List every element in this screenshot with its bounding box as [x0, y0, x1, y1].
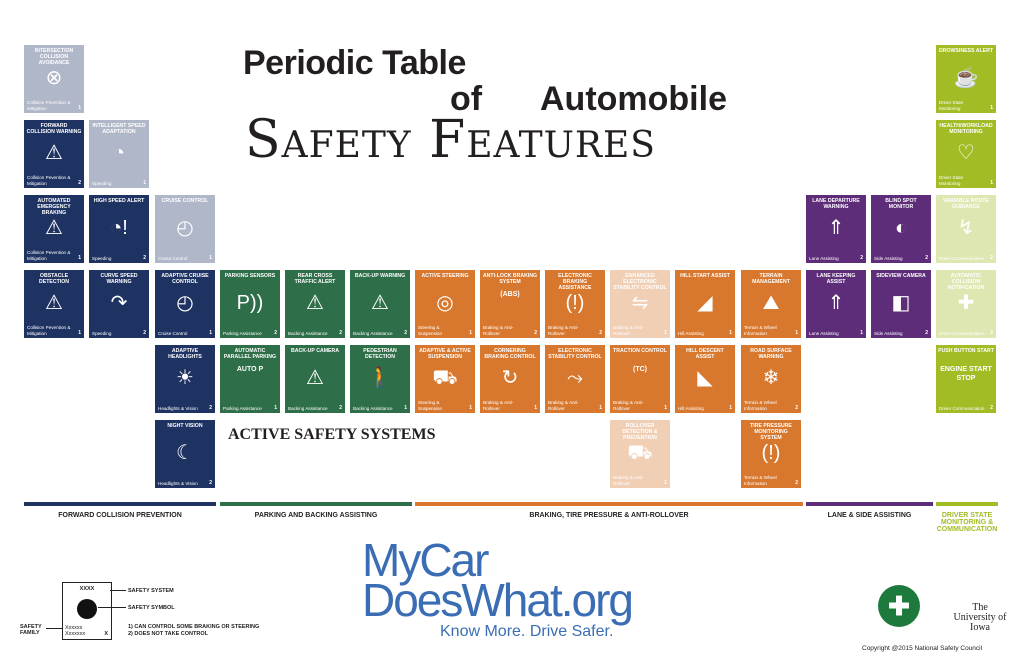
cross-traffic-icon: ⚠ [306, 292, 324, 314]
tile-title: ROAD SURFACE WARNING [750, 348, 792, 360]
tile-title: ACTIVE STEERING [421, 273, 469, 279]
category-label: DRIVER STATE MONITORING & COMMUNICATION [936, 512, 998, 533]
snowflake-icon: ❄ [762, 367, 780, 389]
emergency-brake-icon: ⚠ [45, 217, 63, 239]
tile-family: Backing Assistance [353, 330, 393, 336]
speedometer-icon: ◔ [112, 142, 126, 164]
tile-acc [155, 270, 215, 338]
tile-family: Headlights & Vision [158, 480, 198, 486]
parking-sensor-icon: P)) [236, 292, 264, 314]
tile-family: Backing Assistance [288, 330, 328, 336]
tile-number: 1 [599, 405, 602, 411]
terrain-icon: ⛰ [762, 292, 780, 314]
tile-number: 1 [664, 405, 667, 411]
tile-cbc [480, 345, 540, 413]
tile-number: 2 [925, 255, 928, 261]
category-label: FORWARD COLLISION PREVENTION [58, 512, 182, 519]
backup-camera-icon: ⚠ [306, 367, 324, 389]
tile-title: ADAPTIVE HEADLIGHTS [168, 348, 202, 360]
tile-number: 1 [274, 405, 277, 411]
tile-buc [285, 345, 345, 413]
tile-title: BLIND SPOT MONITOR [885, 198, 917, 210]
tile-family: Braking & Anti-Rollover [613, 325, 644, 336]
title-of: of [450, 80, 483, 118]
tile-title: BACK-UP WARNING [354, 273, 406, 279]
tile-number: 2 [143, 255, 146, 261]
tile-number: 2 [209, 405, 212, 411]
tile-number: 1 [209, 255, 212, 261]
headlights-icon: ☀ [176, 367, 194, 389]
forward-collision-icon: ⚠ [45, 142, 63, 164]
tile-number: 1 [209, 330, 212, 336]
steering-wheel-icon: ◎ [436, 292, 454, 314]
mycar-logo-line-1[interactable]: MyCar [362, 534, 488, 586]
tile-family: Hill Assisting [678, 330, 704, 336]
traction-icon: (TC) [633, 366, 647, 373]
tile-family: Driver Communication [939, 255, 985, 261]
auto-park-icon: AUTO P [236, 366, 264, 373]
tile-number: 1 [860, 330, 863, 336]
tile-svc [871, 270, 931, 338]
tile-cc [155, 195, 215, 263]
tile-tm [741, 270, 801, 338]
tile-title: SIDEVIEW CAMERA [876, 273, 926, 279]
stability-icon: ⇋ [631, 292, 649, 314]
tile-number: 1 [990, 105, 993, 111]
tile-number: 2 [599, 330, 602, 336]
title-line-1: Periodic Table [243, 44, 466, 82]
tile-esc [545, 345, 605, 413]
tile-lka [806, 270, 866, 338]
tile-family: Cruise Control [158, 330, 188, 336]
tile-family: Parking Assistance [223, 330, 262, 336]
tile-family: Collision Pevention & Mitigation [27, 250, 71, 261]
night-vision-icon: ☾ [176, 442, 194, 464]
tile-family: Driver Communication [939, 330, 985, 336]
tire-pressure-icon: (!) [761, 442, 781, 464]
tile-title: ELECTRONIC STABILITY CONTROL [548, 348, 602, 360]
tile-number: 1 [729, 330, 732, 336]
medical-cross-icon: ✚ [957, 292, 975, 314]
category-label: PARKING AND BACKING ASSISTING [254, 512, 378, 519]
tile-number: 2 [339, 405, 342, 411]
legend-line-family [46, 628, 62, 629]
tile-number: 1 [78, 255, 81, 261]
tile-title: LANE DEPARTURE WARNING [812, 198, 860, 210]
tile-number: 1 [990, 180, 993, 186]
tile-title: ENHANCED ELECTRONIC STABILITY CONTROL [613, 273, 667, 291]
tile-tc [610, 345, 670, 413]
tile-csw [89, 270, 149, 338]
tile-family: Lane Assisting [809, 330, 839, 336]
tile-acn [936, 270, 996, 338]
engine-start-icon: ENGINE START STOP [940, 366, 992, 382]
tile-family: Terrain & Wheel Information [744, 325, 777, 336]
tile-title: DROWSINESS ALERT [939, 48, 993, 54]
tile-family: Side Assisting [874, 330, 903, 336]
tile-title: BACK-UP CAMERA [290, 348, 340, 354]
tile-title: AUTOMATED EMERGENCY BRAKING [37, 198, 71, 216]
tile-pd [350, 345, 410, 413]
tile-number: 1 [404, 405, 407, 411]
tile-number: 2 [339, 330, 342, 336]
legend-code: XXXX [79, 586, 95, 592]
legend-symbol-icon [77, 599, 97, 619]
legend-safety-symbol: SAFETY SYMBOL [128, 605, 175, 611]
active-safety-label: ACTIVE SAFETY SYSTEMS [228, 426, 436, 443]
tile-title: CURVE SPEED WARNING [100, 273, 138, 285]
tile-vs [936, 195, 996, 263]
tile-family: Braking & Anti-Rollover [613, 400, 644, 411]
tile-family: Braking & Anti-Rollover [548, 400, 579, 411]
tile-hda [675, 345, 735, 413]
university-of-iowa-logo: The University of Iowa [953, 602, 1007, 633]
tile-title: ADAPTIVE & ACTIVE SUSPENSION [419, 348, 471, 360]
tile-app [220, 345, 280, 413]
tile-ldw [806, 195, 866, 263]
tile-title: NIGHT VISION [167, 423, 203, 429]
heart-monitor-icon: ♡ [957, 142, 975, 164]
tile-family: Speeding [92, 330, 112, 336]
tile-family: Braking & Anti-Rollover [613, 475, 644, 486]
tile-title: HILL DESCENT ASSIST [686, 348, 724, 360]
category-bar [220, 502, 412, 506]
tile-title: OBSTACLE DETECTION [39, 273, 69, 285]
tile-number: 2 [404, 330, 407, 336]
tile-title: PARKING SENSORS [224, 273, 276, 279]
tile-title: AUTOMATIC PARALLEL PARKING [223, 348, 277, 360]
tile-isa [89, 120, 149, 188]
tile-da [936, 45, 996, 113]
tile-family: Driver Communication [939, 405, 985, 411]
tile-ps [220, 270, 280, 338]
tile-rdp [610, 420, 670, 488]
tile-title: ROLLOVER DETECTION & PREVENTION [622, 423, 658, 441]
tile-number: 2 [925, 330, 928, 336]
category-bar [806, 502, 933, 506]
tile-family: Collision Pevention & Mitigation [27, 175, 71, 186]
hill-start-icon: ◢ [697, 292, 713, 314]
tile-family: Cruise Control [158, 255, 188, 261]
copyright-text: Copyright @2015 National Safety Council [862, 645, 983, 652]
tile-title: FORWARD COLLISION WARNING [26, 123, 82, 135]
tile-tpms [741, 420, 801, 488]
tile-title: CORNERING BRAKING CONTROL [484, 348, 536, 360]
tile-number: 1 [469, 330, 472, 336]
tile-rcta [285, 270, 345, 338]
tile-title: PEDESTRIAN DETECTION [363, 348, 397, 360]
legend-key-box [62, 582, 112, 640]
category-bar [24, 502, 216, 506]
tile-family: Hill Assisting [678, 405, 704, 411]
coffee-cup-icon: ☕ [953, 67, 979, 89]
tile-number: 1 [664, 330, 667, 336]
tile-family: Steering & Suspension [418, 325, 443, 336]
tile-family: Speeding [92, 180, 112, 186]
route-guidance-icon: ↯ [957, 217, 975, 239]
tile-title: LANE KEEPING ASSIST [816, 273, 856, 285]
tile-title: TIRE PRESSURE MONITORING SYSTEM [750, 423, 792, 441]
obstacle-icon: ⚠ [45, 292, 63, 314]
tile-aas [415, 345, 475, 413]
tile-family: Lane Assisting [809, 255, 839, 261]
tile-od [24, 270, 84, 338]
tile-buw [350, 270, 410, 338]
legend-line-system [110, 590, 126, 591]
tile-family: Speeding [92, 255, 112, 261]
tile-family: Steering & Suspension [418, 400, 443, 411]
tile-ah [155, 345, 215, 413]
title-line-3: Safety Features [245, 110, 656, 170]
abs-icon: (ABS) [500, 291, 520, 298]
category-bar [936, 502, 998, 506]
tile-hsa [89, 195, 149, 263]
intersection-car-icon: ⊗ [45, 67, 63, 89]
tile-abs [480, 270, 540, 338]
tile-as [415, 270, 475, 338]
speed-alert-icon: ◔! [110, 217, 128, 239]
tile-number: 2 [990, 330, 993, 336]
tile-number: 1 [469, 405, 472, 411]
tile-number: 1 [664, 480, 667, 486]
tile-ess [610, 270, 670, 338]
tile-title: ANTI-LOCK BRAKING SYSTEM [482, 273, 538, 285]
tile-title: INTERSECTION COLLISION AVOIDANCE [34, 48, 74, 66]
tile-eba [545, 270, 605, 338]
tile-title: TERRAIN MANAGEMENT [752, 273, 790, 285]
skid-icon: ⤳ [567, 367, 583, 389]
tile-family: Collision Pevention & Mitigation [27, 100, 71, 111]
tile-number: 2 [274, 330, 277, 336]
cornering-icon: ↻ [501, 367, 519, 389]
tile-fcw [24, 120, 84, 188]
tile-number: 2 [143, 330, 146, 336]
curve-speed-icon: ↷ [110, 292, 128, 314]
category-bar [415, 502, 803, 506]
tile-title: REAR CROSS TRAFFIC ALERT [294, 273, 336, 285]
tile-title: INTELLIGENT SPEED ADAPTATION [92, 123, 146, 135]
suspension-icon: ⛟ [432, 367, 458, 389]
tile-pbs [936, 345, 996, 413]
tile-family: Driver State Monitoring [939, 100, 964, 111]
lane-keeping-icon: ⇑ [827, 292, 845, 314]
legend-family: Xxxxxx Xxxxxxx [65, 625, 86, 637]
tile-family: Braking & Anti-Rollover [548, 325, 579, 336]
tile-title: PUSH BUTTON START [938, 348, 994, 354]
side-camera-icon: ◧ [891, 292, 911, 314]
tile-family: Collision Pevention & Mitigation [27, 325, 71, 336]
tile-title: ELECTRONIC BRAKING ASSISTANCE [558, 273, 592, 291]
rollover-icon: ⛟ [627, 442, 653, 464]
tile-family: Terrain & Wheel Information [744, 475, 777, 486]
tile-number: 1 [78, 105, 81, 111]
tile-number: 2 [990, 255, 993, 261]
category-label: BRAKING, TIRE PRESSURE & ANTI-ROLLOVER [529, 512, 689, 519]
brake-assist-icon: (!) [565, 292, 585, 314]
tile-family: Parking Assistance [223, 405, 262, 411]
tile-nv [155, 420, 215, 488]
blind-spot-icon: ◐ [894, 217, 908, 239]
tile-title: HIGH SPEED ALERT [93, 198, 145, 204]
tile-title: HILL START ASSIST [680, 273, 730, 279]
tile-number: 1 [78, 330, 81, 336]
tile-hwm [936, 120, 996, 188]
logo-tagline: Know More. Drive Safer. [440, 623, 614, 640]
legend-num: X [104, 631, 108, 637]
tile-title: AUTOMATIC COLLISION NOTIFICATION [947, 273, 985, 291]
tile-number: 2 [860, 255, 863, 261]
tile-title: ADAPTIVE CRUISE CONTROL [161, 273, 209, 285]
tile-family: Headlights & Vision [158, 405, 198, 411]
tile-hsta [675, 270, 735, 338]
tile-title: TRACTION CONTROL [613, 348, 667, 354]
legend-safety-system: SAFETY SYSTEM [128, 588, 174, 594]
tile-number: 2 [795, 480, 798, 486]
tile-number: 2 [534, 330, 537, 336]
category-label: LANE & SIDE ASSISTING [827, 512, 912, 519]
tile-family: Backing Assistance [353, 405, 393, 411]
legend-note-2: 2) DOES NOT TAKE CONTROL [128, 631, 208, 637]
tile-aeb [24, 195, 84, 263]
tile-title: VARIABLE ROUTE GUIDANCE [943, 198, 989, 210]
adaptive-cruise-icon: ◴ [176, 292, 194, 314]
tile-family: Braking & Anti-Rollover [483, 325, 514, 336]
tile-family: Braking & Anti-Rollover [483, 400, 514, 411]
lane-departure-icon: ⇑ [827, 217, 845, 239]
tile-family: Terrain & Wheel Information [744, 400, 777, 411]
cruise-control-icon: ◴ [176, 217, 194, 239]
tile-rsw [741, 345, 801, 413]
backup-warning-icon: ⚠ [371, 292, 389, 314]
tile-number: 1 [729, 405, 732, 411]
tile-number: 2 [209, 480, 212, 486]
tile-family: Backing Assistance [288, 405, 328, 411]
legend-line-symbol [98, 607, 126, 608]
tile-title: CRUISE CONTROL [161, 198, 209, 204]
legend-safety-family: SAFETY FAMILY [20, 624, 42, 636]
tile-number: 1 [795, 330, 798, 336]
tile-family: Side Assisting [874, 255, 903, 261]
tile-number: 1 [534, 405, 537, 411]
tile-title: HEALTH/WORKLOAD MONITORING [939, 123, 993, 135]
title-line-2: Automobile [540, 80, 727, 118]
tile-number: 2 [78, 180, 81, 186]
tile-number: 2 [795, 405, 798, 411]
legend-note-1: 1) CAN CONTROL SOME BRAKING OR STEERING [128, 624, 260, 630]
tile-bsm [871, 195, 931, 263]
pedestrian-icon: 🚶 [367, 367, 393, 389]
tile-number: 1 [143, 180, 146, 186]
tile-family: Driver State Monitoring [939, 175, 964, 186]
nsc-logo-icon: ✚ [878, 585, 920, 627]
hill-descent-icon: ◣ [697, 367, 713, 389]
tile-number: 2 [990, 405, 993, 411]
mycar-logo-line-2[interactable]: DoesWhat.org [362, 574, 633, 626]
tile-intersection [24, 45, 84, 113]
